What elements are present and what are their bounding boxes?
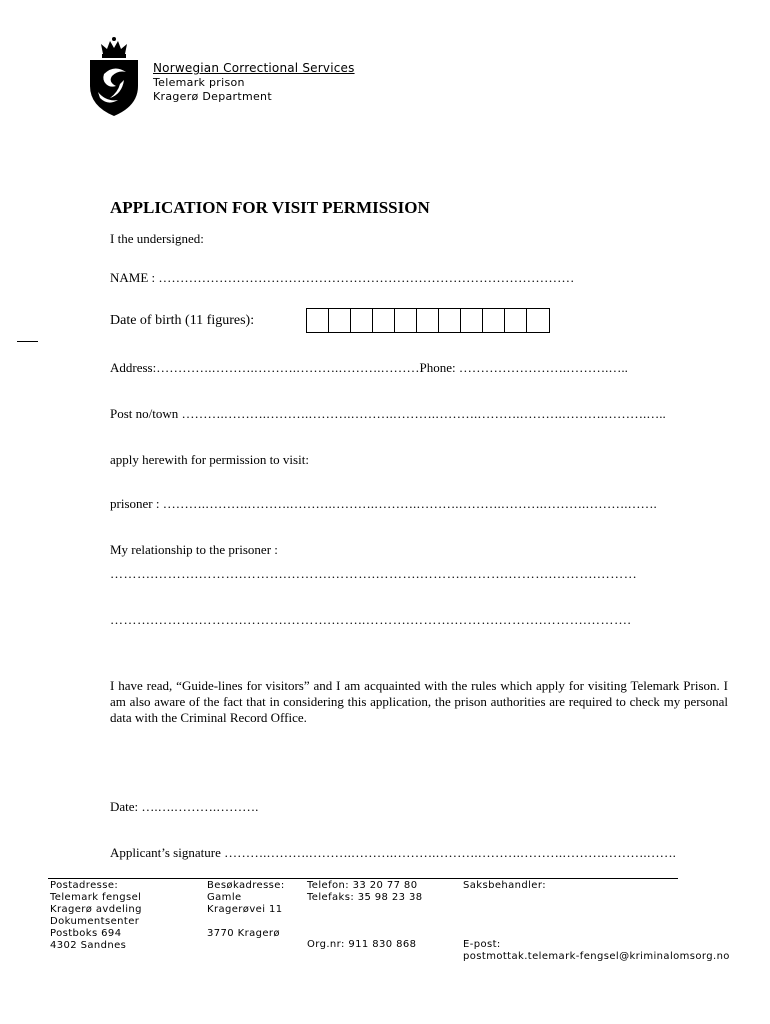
footer-case-handler: Saksbehandler: <box>463 880 546 891</box>
logo <box>88 36 140 118</box>
dob-digit-box[interactable] <box>395 309 417 332</box>
correctional-services-crest-icon <box>88 36 140 118</box>
org-line-2: Kragerø Department <box>153 90 272 103</box>
post-town-field[interactable]: Post no/town ……….……….……….……….……….……….……….……….……….……….……….….. <box>110 406 666 421</box>
dob-input-boxes[interactable] <box>306 308 550 333</box>
footer-phone: Telefon: 33 20 77 80 Telefaks: 35 98 23 38 <box>307 880 423 903</box>
footer-email[interactable]: E-post: postmottak.telemark-fengsel@kriminalomsorg.no <box>463 939 730 962</box>
dob-digit-box[interactable] <box>439 309 461 332</box>
org-line-1: Telemark prison <box>153 76 245 89</box>
relationship-label: My relationship to the prisoner : <box>110 542 278 557</box>
dob-digit-box[interactable] <box>329 309 351 332</box>
dob-label: Date of birth (11 figures): <box>110 313 255 328</box>
dob-digit-box[interactable] <box>483 309 505 332</box>
signature-field[interactable]: Applicant’s signature ……….……….……….……….……….……….……….……….……….……….……. <box>110 845 676 860</box>
dob-digit-box[interactable] <box>417 309 439 332</box>
prisoner-field[interactable]: prisoner : ……….……….……….……….……….……….……….……….……….……….……….……. <box>110 496 657 511</box>
dob-digit-box[interactable] <box>527 309 549 332</box>
name-field[interactable]: NAME : …………………………………………………………………………………… <box>110 270 575 285</box>
footer-postal-address: Postadresse: Telemark fengsel Kragerø avdeling Dokumentsenter Postboks 694 4302 Sandnes <box>50 880 142 951</box>
dob-digit-box[interactable] <box>461 309 483 332</box>
dob-digit-box[interactable] <box>351 309 373 332</box>
footer-visit-address: Besøkadresse: Gamle Kragerøvei 11 3770 Kragerø <box>207 880 285 939</box>
form-title: APPLICATION FOR VISIT PERMISSION <box>110 198 430 217</box>
relationship-line-1[interactable]: ……….……….……….……….……….……….……….……….……….……….……….……… <box>110 566 638 581</box>
dob-digit-box[interactable] <box>505 309 527 332</box>
footer-orgnr: Org.nr: 911 830 868 <box>307 939 417 950</box>
margin-mark <box>17 341 38 342</box>
dob-digit-box[interactable] <box>373 309 395 332</box>
address-phone-field[interactable]: Address:………….……….……….……….……….………Phone: …………………….……….….. <box>110 360 628 375</box>
undersigned-label: I the undersigned: <box>110 231 204 246</box>
org-name: Norwegian Correctional Services <box>153 61 355 75</box>
dob-digit-box[interactable] <box>307 309 329 332</box>
relationship-line-2[interactable]: ……….……….……….……….……….……..……….……….……….……….……….………. <box>110 612 632 627</box>
apply-text: apply herewith for permission to visit: <box>110 452 309 467</box>
footer-divider <box>48 878 678 879</box>
date-field[interactable]: Date: ….….……….………. <box>110 799 259 814</box>
statement-paragraph: I have read, “Guide-lines for visitors” and I am acquainted with the rules which apply for visiting Telemark Prison. I am also aware of the fact that in considering this application, the prison authorities are required to check my personal data with the Criminal Record Office. <box>110 678 728 725</box>
